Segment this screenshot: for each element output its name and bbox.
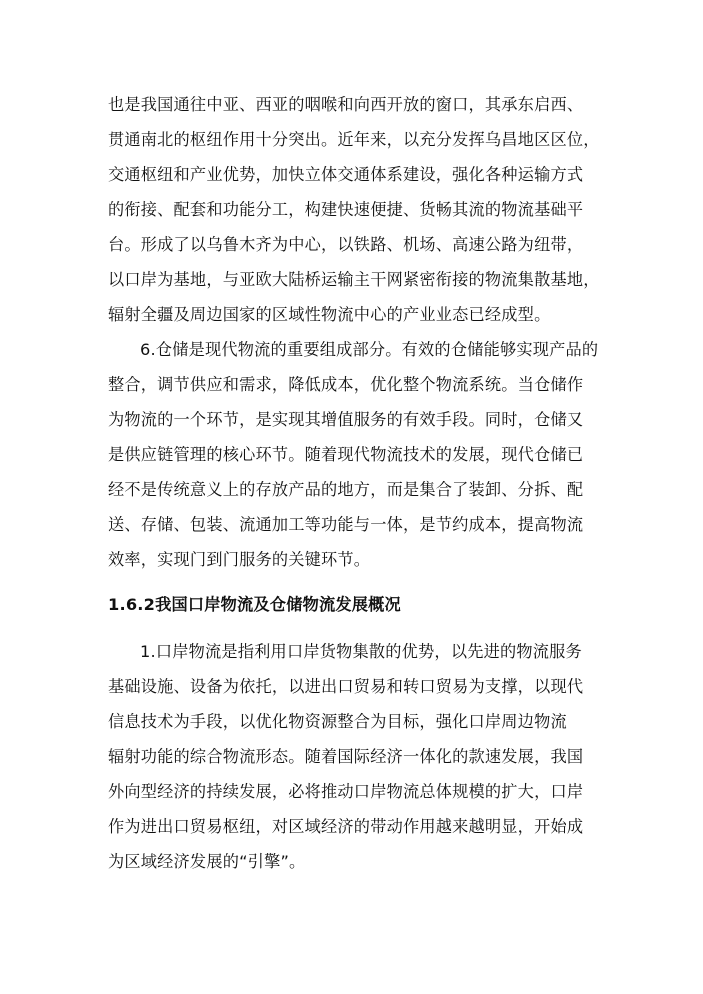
paragraph-1-first-line: 1.口岸物流是指利用口岸货物集散的优势，以先进的物流服务 — [140, 642, 582, 661]
text-line-2: 贯通南北的枢纽作用十分突出。近年来，以充分发挥乌昌地区区位， — [108, 130, 600, 149]
text-line-6: 以口岸为基地，与亚欧大陆桥运输主干网紧密衔接的物流集散基地， — [108, 270, 600, 289]
text-line-10: 为物流的一个环节，是实现其增值服务的有效手段。同时，仓储又 — [108, 410, 584, 429]
text-line-14: 效率，实现门到门服务的关键环节。 — [108, 550, 371, 569]
text-line-18: 信息技术为手段，以优化物资源整合为目标，强化口岸周边物流 — [108, 712, 567, 731]
text-line-21: 作为进出口贸易枢纽，对区域经济的带动作用越来越明显，开始成 — [108, 817, 584, 836]
text-line-22: 为区域经济发展的“引擎”。 — [108, 852, 306, 871]
text-line-20: 外向型经济的持续发展，必将推动口岸物流总体规模的扩大，口岸 — [108, 782, 584, 801]
text-line-5: 台。形成了以乌鲁木齐为中心，以铁路、机场、高速公路为纽带， — [108, 235, 584, 254]
text-line-9: 整合，调节供应和需求，降低成本，优化整个物流系统。当仓储作 — [108, 375, 584, 394]
text-line-19: 辐射功能的综合物流形态。随着国际经济一体化的款速发展，我国 — [108, 747, 584, 766]
text-line-17: 基础设施、设备为依托，以进出口贸易和转口贸易为支撑，以现代 — [108, 677, 584, 696]
text-line-11: 是供应链管理的核心环节。随着现代物流技术的发展，现代仓储已 — [108, 445, 584, 464]
section-heading: 1.6.2我国口岸物流及仓储物流发展概况 — [108, 595, 401, 614]
text-line-12: 经不是传统意义上的存放产品的地方，而是集合了装卸、分拆、配 — [108, 480, 584, 499]
text-line-13: 送、存储、包装、流通加工等功能与一体，是节约成本，提高物流 — [108, 515, 584, 534]
text-line-4: 的衔接、配套和功能分工，构建快速便捷、货畅其流的物流基础平 — [108, 200, 584, 219]
text-line-7: 辐射全疆及周边国家的区域性物流中心的产业业态已经成型。 — [108, 305, 551, 324]
text-line-1: 也是我国通往中亚、西亚的咽喉和向西开放的窗口，其承东启西、 — [108, 95, 584, 114]
paragraph-6-first-line: 6.仓储是现代物流的重要组成部分。有效的仓储能够实现产品的 — [140, 340, 599, 359]
text-line-3: 交通枢纽和产业优势，加快立体交通体系建设，强化各种运输方式 — [108, 165, 584, 184]
